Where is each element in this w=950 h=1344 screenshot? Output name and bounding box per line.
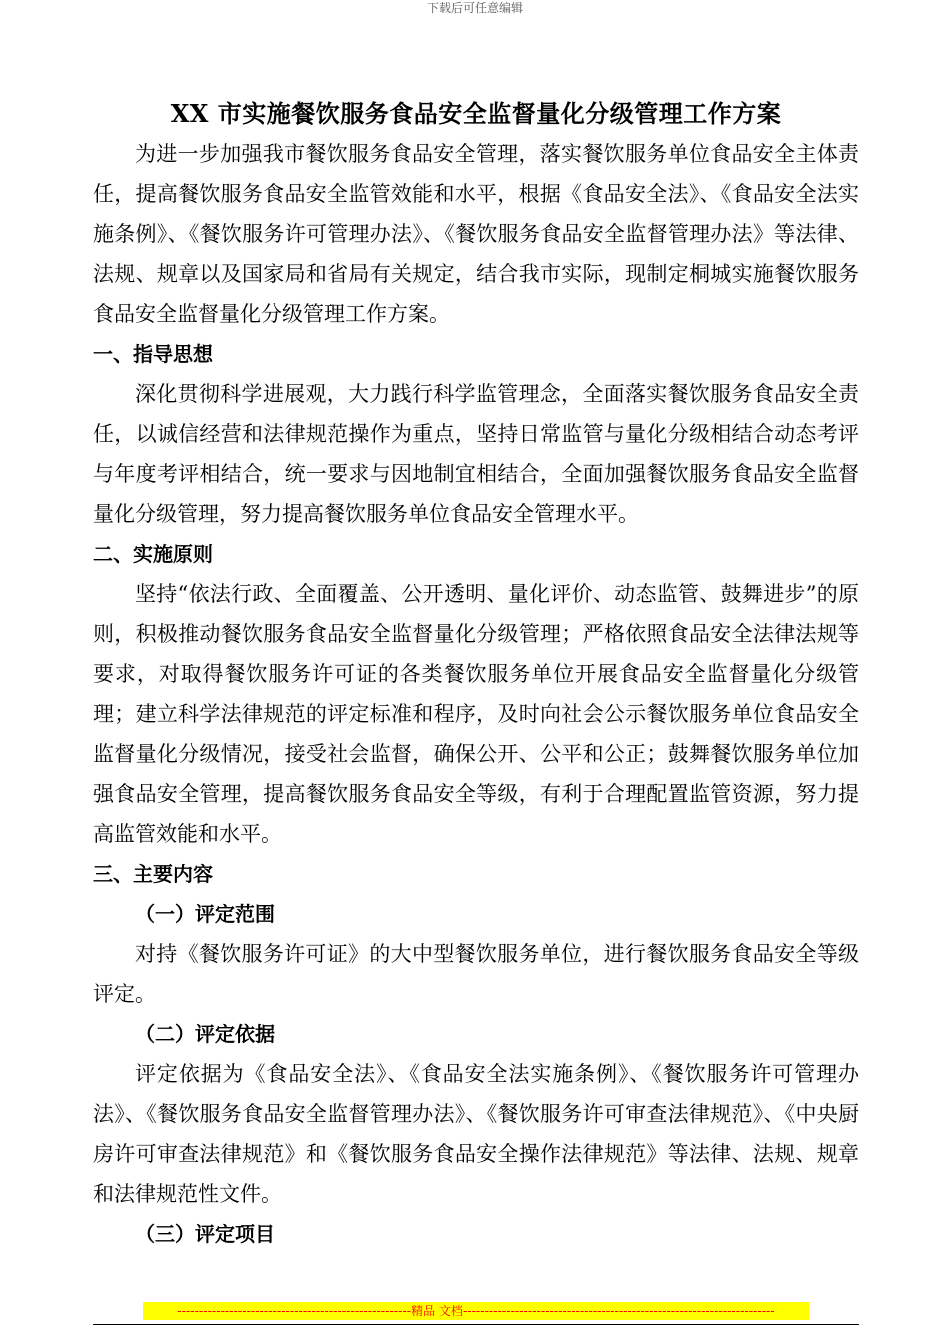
subheading-items: （三）评定项目 xyxy=(135,1222,275,1246)
subheading-basis: （二）评定依据 xyxy=(135,1022,275,1046)
intro-paragraph: 为进一步加强我市餐饮服务食品安全管理，落实餐饮服务单位食品安全主体责任，提高餐饮服务食品安全监管效能和水平，根据《食品安全法》、《食品安全法实施条例》、《餐饮服务许可管理办法》、《餐饮服务食品安全监督管理办法》等法律、法规、规章以及国家局和省局有关规定，结合我市实际，现制定桐城实施餐饮服务食品安全监督量化分级管理工作方案。 xyxy=(93,142,859,326)
subheading-scope: （一）评定范围 xyxy=(135,902,275,926)
document-page xyxy=(93,94,859,1254)
principles-paragraph: 坚持“依法行政、全面覆盖、公开透明、量化评价、动态监管、鼓舞进步”的原则，积极推动餐饮服务食品安全监督量化分级管理；严格依照食品安全法律法规等要求，对取得餐饮服务许可证的各类餐饮服务单位开展食品安全监督量化分级管理；建立科学法律规范的评定标准和程序，及时向社会公示餐饮服务单位食品安全监督量化分级情况，接受社会监督，确保公开、公平和公正；鼓舞餐饮服务单位加强食品安全管理，提高餐饮服务食品安全等级，有利于合理配置监管资源，努力提高监管效能和水平。 xyxy=(93,582,859,846)
footer-divider xyxy=(93,1324,859,1325)
scope-paragraph: 对持《餐饮服务许可证》的大中型餐饮服务单位，进行餐饮服务食品安全等级评定。 xyxy=(93,942,859,1006)
basis-paragraph: 评定依据为《食品安全法》、《食品安全法实施条例》、《餐饮服务许可管理办法》、《餐饮服务食品安全监督管理办法》、《餐饮服务许可审查法律规范》、《中央厨房许可审查法律规范》和《餐饮服务食品安全操作法律规范》等法律、法规、规章和法律规范性文件。 xyxy=(93,1062,859,1206)
section-heading-guiding-ideology: 一、指导思想 xyxy=(93,342,213,366)
page-footer xyxy=(93,1300,859,1330)
footer-left-dashes: ------------------------------------------------------ xyxy=(177,1304,412,1318)
document-title: XX 市实施餐饮服务食品安全监督量化分级管理工作方案 xyxy=(170,99,782,128)
footer-banner xyxy=(143,1302,809,1320)
section-heading-principles: 二、实施原则 xyxy=(93,542,213,566)
download-note: 下载后可任意编辑 xyxy=(426,1,523,15)
footer-right-dashes: ------------------------------------------------------------------------ xyxy=(462,1304,775,1318)
section-heading-main-content: 三、主要内容 xyxy=(93,862,213,886)
footer-label: 精品 文档 xyxy=(411,1304,463,1318)
guiding-ideology-paragraph: 深化贯彻科学进展观，大力践行科学监管理念，全面落实餐饮服务食品安全责任，以诚信经营和法律规范操作为重点，坚持日常监管与量化分级相结合动态考评与年度考评相结合，统一要求与因地制宜相结合，全面加强餐饮服务食品安全监督量化分级管理，努力提高餐饮服务单位食品安全管理水平。 xyxy=(93,382,859,526)
